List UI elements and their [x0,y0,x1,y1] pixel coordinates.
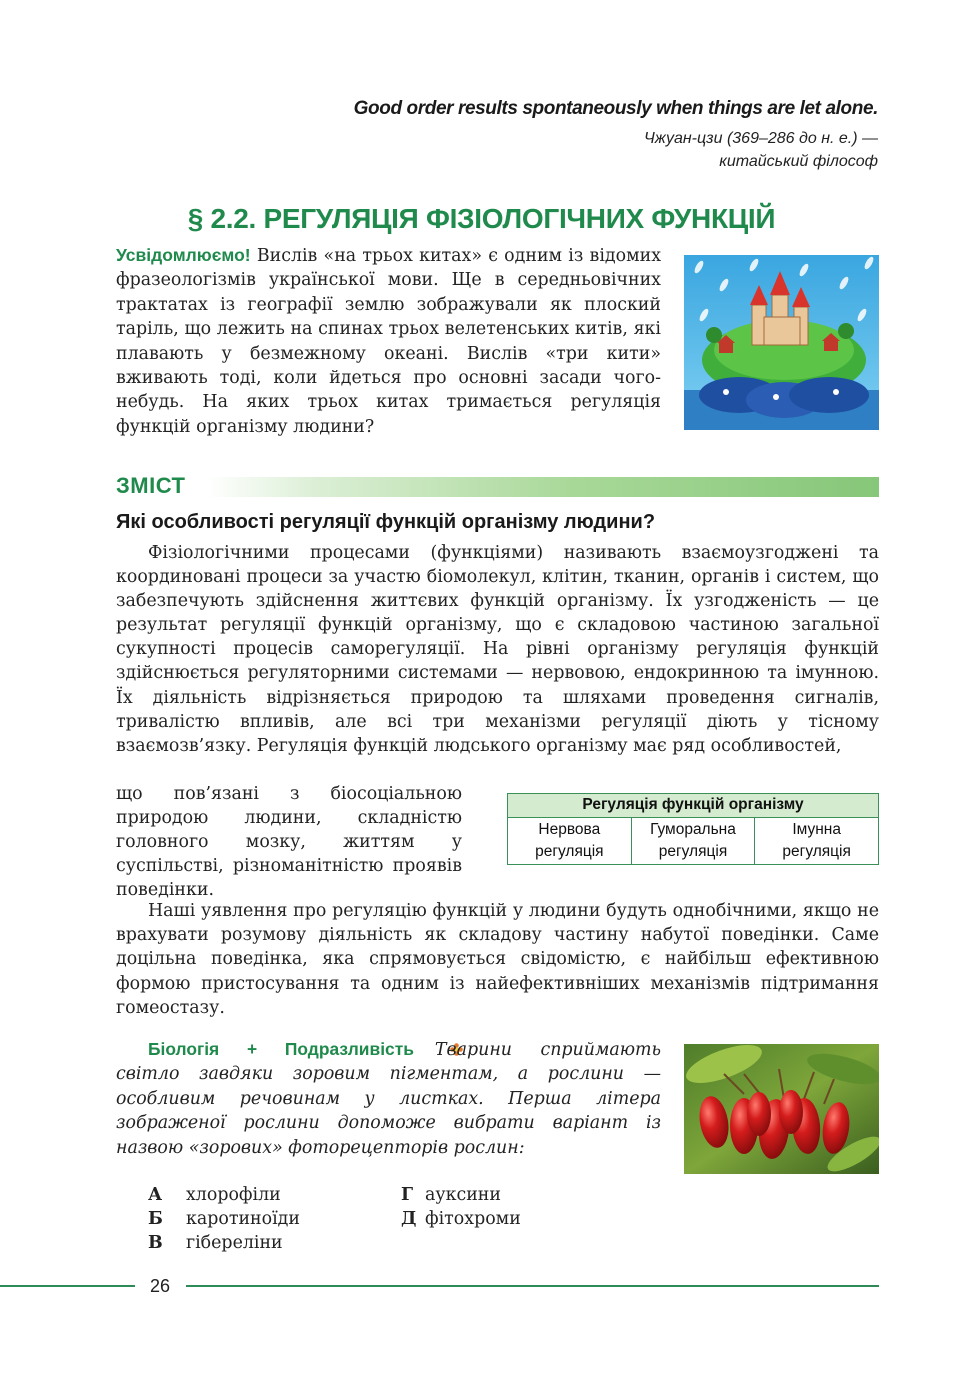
paragraph-behavior: Наші уявлення про регуляцію функцій у людини будуть однобічними, якщо не врахувати розумову діяльність як складову частину набутої поведінки. Саме доцільна поведінка, яка спрямовується свідомістю, є найбільш ефективною формою пристосування та одним із найефективніших механізмів підтримання гомеостазу. [116,901,879,1018]
option-a: А хлорофіли [148,1185,281,1205]
page-number: 26 [150,1276,171,1296]
table-cell-nervous: Нервова регуляція [508,818,632,865]
biology-task-lead: Біологія + Подразливість [148,1039,414,1059]
epigraph-author-line2: китайський філософ [719,153,878,170]
zmist-label: ЗМІСТ [116,473,186,498]
cornel-berries-photo [684,1044,879,1174]
question-heading: Які особливості регуляції функцій організму людини? [116,511,656,533]
footer-rule-right [186,1285,879,1287]
biology-task-text: Тварини сприймають світло завдяки зоровим пігментам, а рослини — особливим речовинам у листках. Перша літера зображеної рослини допоможе вибрати варіант із назвою «зорових» фоторецепторів рослин: [116,1040,661,1158]
biology-task [116,1037,661,1160]
epigraph-quote: Good order results spontaneously when things are let alone. [353,98,878,119]
table-cell-immune: Імунна регуляція [755,818,879,865]
intro-lead: Усвідомлюємо! [116,245,251,265]
table-cell-humoral: Гуморальна регуляція [631,818,755,865]
regulation-table [507,793,879,865]
option-b: Б каротиноїди [148,1209,300,1229]
regulation-table-header: Регуляція функцій організму [508,794,879,818]
flower-icon [418,1039,431,1052]
paragraph-regulation-continued: що пов’язані з біосоціальною природою людини, складністю головного мозку, життям у суспільстві, різноманітністю проявів поведінки. [116,784,462,901]
epigraph-author-line1: Чжуан-цзи (369–286 до н. е.) — [644,130,878,147]
intro-paragraph [116,243,661,439]
option-v: В гібереліни [148,1233,283,1253]
intro-text: Вислів «на трьох китах» є одним із відомих фразеологізмів української мови. Ще в середньовічних трактатах із географії землю зображували як плоский таріль, що лежить на спинах трьох велетенських китів, які плавають у безмежному океані. Вислів «три кити» вживають тоді, коли йдеться про основні засади чого-небудь. На яких трьох китах тримається регуляція функцій організму людини? [116,246,661,437]
answer-options [148,1183,648,1263]
option-g: Г ауксини [401,1185,501,1205]
epigraph-author [644,127,878,173]
zmist-banner [116,477,879,497]
footer-rule-left [0,1285,135,1287]
paragraph-regulation: Фізіологічними процесами (функціями) називають взаємоузгоджені та координовані процеси за участю біомолекул, клітин, тканин, органів і систем, що забезпечують здійснення життєвих функцій організму. Їх узгодженість — це результат регуляції функцій організму, що є складовою частиною загальної сукупності процесів саморегуляції. На рівні організму регуляція функцій здійснюється регуляторними системами — нервовою, ендокринною та імунною. Їх діяльність відрізняється природою та шляхами проведення сигналів, тривалістю впливів, але всі три механізми регуляції діють у тісному взаємозв’язку. Регуляція функцій людського організму має ряд особливостей, [116,543,879,756]
section-title: § 2.2. РЕГУЛЯЦІЯ ФІЗІОЛОГІЧНИХ ФУНКЦІЙ [187,203,776,234]
option-d: Д фітохроми [401,1209,521,1229]
castle-on-whales-illustration [684,255,879,430]
